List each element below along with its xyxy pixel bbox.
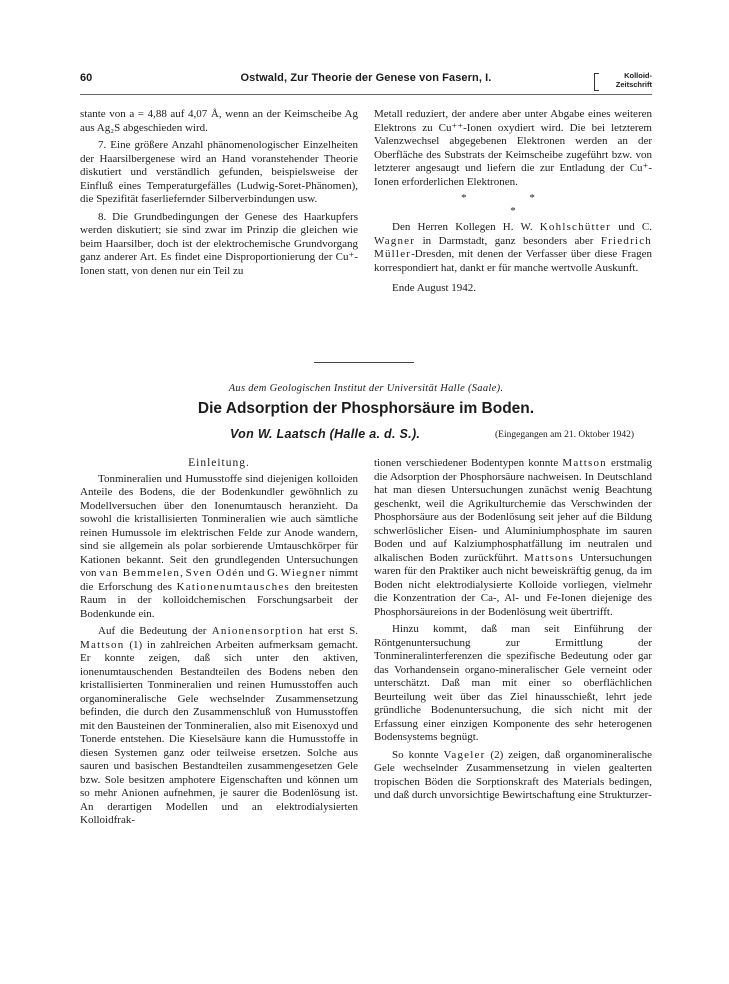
section-heading: Einleitung. xyxy=(188,457,250,469)
body-paragraph-4: So konnte Vageler (2) zeigen, daß organomineralische Gele wechselnder Zusammensetzung in vielen gealterten tropischen Böden die Sorptionskraft des Materials bedingen, und daß durch unvorsichtige Bewirtschaftung eine Strukturzer- xyxy=(374,748,652,801)
received-date: (Eingegangen am 21. Oktober 1942) xyxy=(495,430,635,440)
person-name: Wiegner xyxy=(280,567,327,579)
person-name: Vageler xyxy=(443,748,486,761)
person-name: Sven Odén xyxy=(185,567,246,579)
person-name: Wagner xyxy=(374,234,416,247)
article-title: Die Adsorption der Phosphorsäure im Boden. xyxy=(197,400,535,417)
previous-article-left-column xyxy=(80,108,358,278)
article-separator xyxy=(314,362,414,363)
journal-name xyxy=(594,71,652,89)
running-title: Ostwald, Zur Theorie der Genese von Fasern, I. xyxy=(240,72,492,84)
person-name: van Bemmelen xyxy=(99,567,181,579)
summary-paragraph-6-end: stante von a = 4,88 auf 4,07 Å, wenn an der Keimscheibe Ag aus Ag₂S abgeschieden wird. xyxy=(80,108,358,134)
person-name: Mattsons xyxy=(524,551,574,564)
person-name: Kohlschütter xyxy=(539,221,612,233)
summary-paragraph-8: 8. Die Grundbedingungen der Genese des Haarkupfers werden diskutiert; sie sind zwar im Prinzip die gleichen wie beim Haarsilber, doch ist der elektrochemische Grundvorgang ganz anderer Art. Es findet eine Disproportionierung der Cu⁺-Ionen statt, von denen nur ein Teil zu xyxy=(80,210,358,277)
section-star: * xyxy=(510,205,516,217)
summary-paragraph-7: 7. Eine größere Anzahl phänomenologischer Einzelheiten der Haarsilbergenese wird an Hand voranstehender Theorie diskutiert und verständlich gefunden, beispielsweise der Einfluß eines Temperaturgefälles (Ludwig-Soret-Phänomen), die Spezifität faserliefernder Silberverbindungen usw. xyxy=(80,139,358,205)
author-byline: Von W. Laatsch (Halle a. d. S.). xyxy=(230,427,421,441)
journal-name-line2: Zeitschrift xyxy=(615,80,652,89)
body-paragraph-1: Tonmineralien und Humusstoffe sind diejenigen kolloiden Anteile des Bodens, die der Bodenkundler gewöhnlich zu Modellversuchen über den Ionenumtausch heranzieht. Da sowohl die kristallisierten Tonmineralien wie auch sämtliche reinen Humussole im elektrischen Felde zur Anode wandern, sind sie allgemein als polar sorbierende Umtauschkörper für Kationen bekannt. Seit den grundlegenden Untersuchungen von van Bemmelen, Sven Odén und G. Wiegner nimmt die Erforschung des Kationenumtausches den breitesten Raum in der kolloidchemischen Forschungsarbeit der Bodenkunde ein. xyxy=(80,472,359,620)
person-name: Mattson xyxy=(80,638,125,651)
emphasized-term: Kationenumtausches xyxy=(176,580,290,593)
summary-paragraph-8-end: Metall reduziert, der andere aber unter Abgabe eines weiteren Elektrons zu Cu⁺⁺-Ionen oxydiert wird. Die bei letzterem Valenzwechsel abgegebenen Elektronen werden an der Oberfläche des Substrats der Keimscheibe zugeführt bzw. von letzterer angesaugt und liefern die zur Entladung der Cu⁺-Ionen erforderlichen Elektronen. xyxy=(374,108,652,188)
article-right-column xyxy=(374,457,652,803)
article-date: Ende August 1942. xyxy=(392,282,477,294)
section-stars: * * xyxy=(461,192,565,204)
header-rule xyxy=(80,94,652,95)
page-number: 60 xyxy=(80,72,93,84)
journal-name-line1: Kolloid- xyxy=(624,71,652,80)
body-paragraph-2-cont: tionen verschiedener Bodentypen konnte Mattson erstmalig die Adsorption der Phosphorsäure nachweisen. In Deutschland hat man diesen Untersuchungen zunächst wenig Beachtung geschenkt, weil die Agrikulturchemie das Verschwinden der Phosphorsäure aus der Bodenlösung seit jeher auf die Bildung schwerlöslicher Eisen- und Aluminiumphosphate im sauren Boden und auf Kalziumphosphatfällung im neutralen und alkalischen Boden zurückführt. Mattsons Untersuchungen waren für den Praktiker auch nicht beweiskräftig genug, da im Boden nicht elektrodialysierte Kolloide vorliegen, vielmehr die Konzentration der Ca-, Al- und Fe-Ionen diejenige des Phosphorsäureions in der Bodenlösung weit übertrifft. xyxy=(374,457,653,618)
previous-article-right-column xyxy=(374,108,652,296)
institute-line: Aus dem Geologischen Institut der Universität Halle (Saale). xyxy=(228,383,504,394)
person-name: Mattson xyxy=(562,457,607,469)
body-paragraph-3: Hinzu kommt, daß man seit Einführung der Röntgenuntersuchung zur Ermittlung der Tonmineralinterferenzen die spezifische Bedeutung oder gar das Vorhandensein organo-mineralischer Gele verneint oder unterschätzt. Daß man mit einer so oberflächlichen Beurteilung weit über das Ziel hinausschießt, lehrt jede gründliche Bodenuntersuchung, die sich nicht mit der Erfassung einer einzigen Komponente des sehr heterogenen Bodensystems begnügt. xyxy=(374,623,652,743)
running-header xyxy=(80,72,652,96)
emphasized-term: Anionensorption xyxy=(211,625,304,637)
acknowledgement: Den Herren Kollegen H. W. Kohlschütter und C. Wagner in Darmstadt, ganz besonders aber Friedrich Müller-Dresden, mit denen der Verfasser über diese Fragen korrespondiert hat, dankt er für manche wertvolle Auskunft. xyxy=(374,221,652,274)
person-name: Friedrich Müller xyxy=(374,234,652,260)
body-paragraph-2: Auf die Bedeutung der Anionensorption hat erst S. Mattson (1) in zahlreichen Arbeiten aufmerksam gemacht. Er konnte zeigen, daß sich unter den aktiven, ionenumtauschenden Bestandteilen des Bodens neben den kristallisierten Tonmineralien und reinen Humusstoffen auch organomineralische Gele wechselnder Zusammensetzung befinden, die durch den Zusammenschluß von Humusstoffen mit den Bausteinen der Tonmineralien, also mit Eisenoxyd und Tonerde entstehen. Die Kieselsäure kann die Humusstoffe in diesen Systemen ganz oder teilweise ersetzen. Solche aus sauren und basischen Bestandteilen zusammengesetzen Gele bzw. Sole besitzen amphotere Eigenschaften und können um so mehr Anionen aufnehmen, je saurer die Bodenlösung ist. An derartigen Modellen und an elektrodialysierten Kolloidfrak- xyxy=(80,625,358,826)
bracket-mark xyxy=(594,73,599,91)
article-left-column xyxy=(80,457,358,828)
